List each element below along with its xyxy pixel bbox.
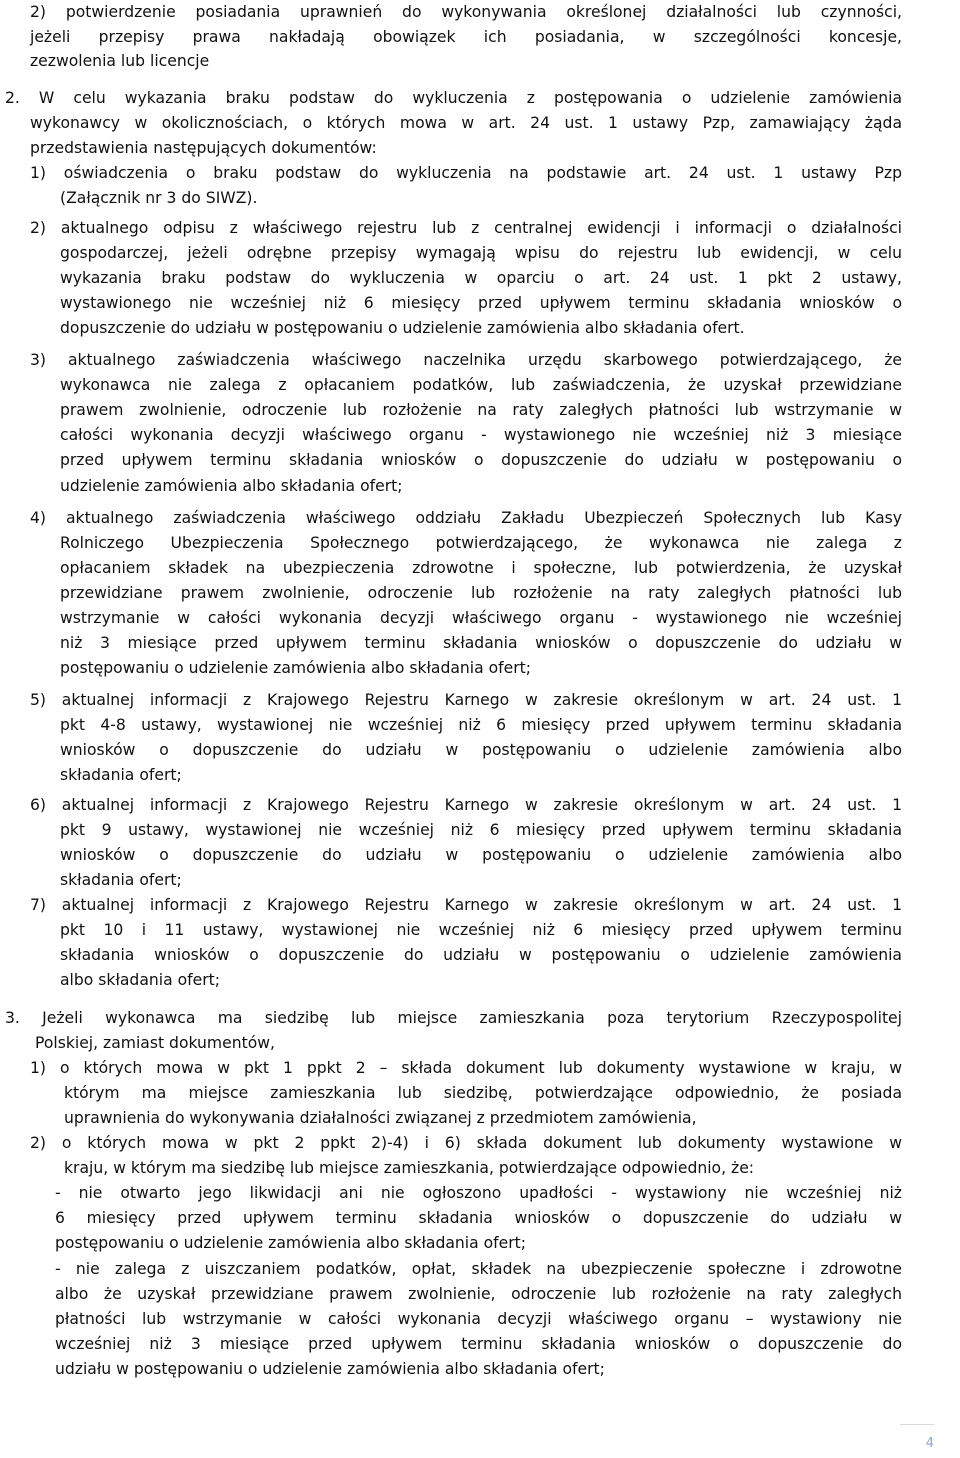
text-line: wcześniej niż 3 miesiące przed upływem terminu składania wniosków o dopuszczenie do [55,1335,902,1353]
text-line: 3. Jeżeli wykonawca ma siedzibę lub miejsce zamieszkania poza terytorium Rzeczypospolitej [5,1009,902,1027]
text-line: płatności lub wstrzymanie w całości wykonania decyzji właściwego organu – wystawiony nie [55,1310,902,1328]
text-line: postępowaniu o udzielenie zamówienia albo składania ofert; [60,659,532,677]
text-line: wniosków o dopuszczenie do udziału w postępowaniu o udzielenie zamówienia albo [60,741,902,759]
text-line: pkt 4-8 ustawy, wystawionej nie wcześniej niż 6 miesięcy przed upływem terminu składania [60,716,902,734]
text-line: kraju, w którym ma siedzibę lub miejsce zamieszkania, potwierdzające odpowiednio, że: [64,1159,755,1177]
text-line: (Załącznik nr 3 do SIWZ). [60,189,258,207]
text-line: pkt 9 ustawy, wystawionej nie wcześniej niż 6 miesięcy przed upływem terminu składania [60,821,902,839]
text-line: pkt 10 i 11 ustawy, wystawionej nie wcześniej niż 6 miesięcy przed upływem terminu [60,921,902,939]
text-line: 1) oświadczenia o braku podstaw do wykluczenia na podstawie art. 24 ust. 1 ustawy Pzp [30,164,902,182]
text-line: niż 3 miesiące przed upływem terminu składania wniosków o dopuszczenie do udziału w [60,634,902,652]
text-line: opłacaniem składek na ubezpieczenia zdrowotne i społeczne, lub potwierdzenia, że uzyskał [60,559,902,577]
text-line: 6 miesięcy przed upływem terminu składania wniosków o dopuszczenie do udziału w [55,1209,902,1227]
text-line: 3) aktualnego zaświadczenia właściwego naczelnika urzędu skarbowego potwierdzającego, że [30,351,902,369]
text-line: jeżeli przepisy prawa nakładają obowiązek ich posiadania, w szczególności koncesje, [30,28,902,46]
text-line: 4) aktualnego zaświadczenia właściwego oddziału Zakładu Ubezpieczeń Społecznych lub Kasy [30,509,902,527]
text-line: całości wykonania decyzji właściwego organu - wystawionego nie wcześniej niż 3 miesiące [60,426,902,444]
text-line: dopuszczenie do udziału w postępowaniu o udzielenie zamówienia albo składania ofert. [60,319,745,337]
text-line: 2. W celu wykazania braku podstaw do wykluczenia z postępowania o udzielenie zamówienia [5,89,902,107]
text-line: 2) potwierdzenie posiadania uprawnień do wykonywania określonej działalności lub czynności, [30,3,902,21]
text-line: Polskiej, zamiast dokumentów, [35,1034,275,1052]
text-line: 2) o których mowa w pkt 2 ppkt 2)-4) i 6) składa dokument lub dokumenty wystawione w [30,1134,902,1152]
text-line: 5) aktualnej informacji z Krajowego Rejestru Karnego w zakresie określonym w art. 24 ust. 1 [30,691,902,709]
text-line: prawem zwolnienie, odroczenie lub rozłożenie na raty zaległych płatności lub wstrzymanie w [60,401,902,419]
text-line: wykonawcy w okolicznościach, o których mowa w art. 24 ust. 1 ustawy Pzp, zamawiający żąda [30,114,902,132]
text-line: przed upływem terminu składania wniosków o dopuszczenie do udziału w postępowaniu o [60,451,902,469]
text-line: wstrzymanie w całości wykonania decyzji właściwego organu - wystawionego nie wcześniej [60,609,902,627]
text-line: zezwolenia lub licencje [30,52,210,70]
text-line: gospodarczej, jeżeli odrębne przepisy wymagają wpisu do rejestru lub ewidencji, w celu [60,244,902,262]
text-line: wykonawca nie zalega z opłacaniem podatków, lub zaświadczenia, że uzyskał przewidziane [60,376,902,394]
text-line: postępowaniu o udzielenie zamówienia albo składania ofert; [55,1234,527,1252]
text-line: wniosków o dopuszczenie do udziału w postępowaniu o udzielenie zamówienia albo [60,846,902,864]
text-line: - nie zalega z uiszczaniem podatków, opłat, składek na ubezpieczenie społeczne i zdrowotne [55,1260,902,1278]
text-line: przedstawienia następujących dokumentów: [30,139,377,157]
text-line: 6) aktualnej informacji z Krajowego Rejestru Karnego w zakresie określonym w art. 24 ust. 1 [30,796,902,814]
text-line: którym ma miejsce zamieszkania lub siedzibę, potwierdzające odpowiednio, że posiada [64,1084,902,1102]
page-number-rule [900,1424,934,1425]
text-line: 7) aktualnej informacji z Krajowego Rejestru Karnego w zakresie określonym w art. 24 ust. 1 [30,896,902,914]
text-line: przewidziane prawem zwolnienie, odroczenie lub rozłożenie na raty zaległych płatności lub [60,584,902,602]
text-line: Rolniczego Ubezpieczenia Społecznego potwierdzającego, że wykonawca nie zalega z [60,534,902,552]
text-line: składania ofert; [60,871,182,889]
text-line: - nie otwarto jego likwidacji ani nie ogłoszono upadłości - wystawiony nie wcześniej niż [55,1184,902,1202]
text-line: wykazania braku podstaw do wykluczenia w oparciu o art. 24 ust. 1 pkt 2 ustawy, [60,269,902,287]
text-line: 2) aktualnego odpisu z właściwego rejestru lub z centralnej ewidencji i informacji o działalności [30,219,902,237]
text-line: 1) o których mowa w pkt 1 ppkt 2 – składa dokument lub dokumenty wystawione w kraju, w [30,1059,902,1077]
text-line: składania wniosków o dopuszczenie do udziału w postępowaniu o udzielenie zamówienia [60,946,902,964]
text-line: albo składania ofert; [60,971,221,989]
text-line: udziału w postępowaniu o udzielenie zamówienia albo składania ofert; [55,1360,605,1378]
text-line: albo że uzyskał przewidziane prawem zwolnienie, odroczenie lub rozłożenie na raty zaległych [55,1285,902,1303]
text-line: udzielenie zamówienia albo składania ofert; [60,477,403,495]
text-line: składania ofert; [60,766,182,784]
text-line: wystawionego nie wcześniej niż 6 miesięcy przed upływem terminu składania wniosków o [60,294,902,312]
page-number: 4 [925,1436,934,1451]
text-line: uprawnienia do wykonywania działalności związanej z przedmiotem zamówienia, [64,1109,697,1127]
